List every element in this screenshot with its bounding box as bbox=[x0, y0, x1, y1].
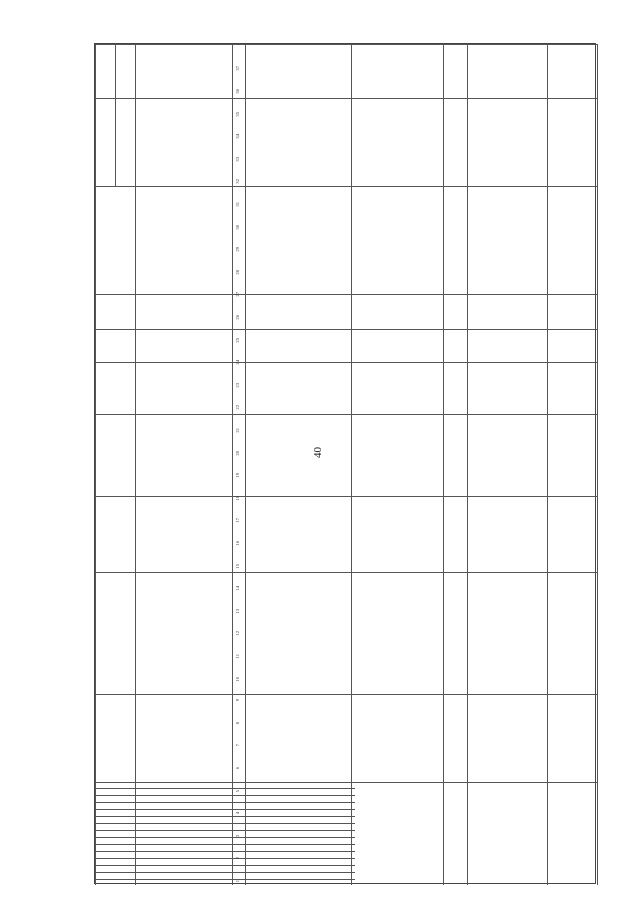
column-number: 24 bbox=[235, 360, 240, 365]
row-year-value bbox=[549, 304, 595, 344]
row-fact bbox=[549, 364, 595, 404]
column-number: 32 bbox=[235, 179, 240, 184]
year-header bbox=[137, 354, 151, 394]
row-year-value bbox=[247, 154, 349, 194]
page-number: 40 bbox=[312, 447, 324, 458]
row-fact bbox=[353, 364, 441, 404]
year-header bbox=[137, 204, 151, 244]
row-year-value bbox=[445, 104, 465, 144]
fact-col-header bbox=[99, 374, 135, 414]
table-rule bbox=[95, 98, 597, 99]
column-number: 25 bbox=[235, 337, 240, 343]
column-number: 5 bbox=[235, 789, 240, 792]
column-number: 17 bbox=[235, 518, 240, 523]
row-name bbox=[549, 500, 595, 690]
table-rule bbox=[467, 44, 468, 885]
row-codes bbox=[353, 704, 441, 880]
column-number: 16 bbox=[235, 541, 240, 546]
column-number: 14 bbox=[235, 586, 240, 591]
table-rule bbox=[95, 414, 597, 415]
column-number: 29 bbox=[235, 247, 240, 252]
row-codes bbox=[469, 704, 545, 880]
table-rule bbox=[95, 44, 597, 45]
row-year-value bbox=[247, 204, 349, 244]
row-codes bbox=[445, 704, 465, 880]
row-year-value bbox=[549, 254, 595, 294]
expense-article-header bbox=[117, 786, 131, 846]
row-year-value bbox=[469, 104, 545, 144]
row-year-value bbox=[469, 304, 545, 344]
column-number: 3 bbox=[235, 834, 240, 838]
row-fact bbox=[247, 364, 349, 404]
table-rule bbox=[597, 44, 598, 885]
row-unit bbox=[445, 420, 465, 490]
table-rule bbox=[95, 44, 96, 885]
column-number: 23 bbox=[235, 382, 240, 388]
year-header bbox=[137, 154, 151, 194]
row-year-value bbox=[469, 254, 545, 294]
row-year-value bbox=[549, 104, 595, 144]
year-header bbox=[137, 104, 151, 144]
row-year-value bbox=[353, 254, 441, 294]
column-number: 31 bbox=[235, 202, 240, 207]
group-extra-header bbox=[99, 696, 119, 776]
row-year-value bbox=[469, 154, 545, 194]
column-number: 13 bbox=[235, 608, 240, 614]
column-number: 27 bbox=[235, 292, 240, 297]
row-year-value bbox=[445, 204, 465, 244]
target-sub-header bbox=[117, 48, 131, 94]
column-number: 28 bbox=[235, 269, 240, 275]
row-unit bbox=[247, 420, 349, 490]
row-target bbox=[469, 48, 545, 94]
column-number: 37 bbox=[235, 66, 240, 71]
row-year-value bbox=[353, 204, 441, 244]
year-header bbox=[137, 254, 151, 294]
table-rule bbox=[115, 44, 116, 186]
years-group-header bbox=[99, 190, 113, 290]
row-name bbox=[445, 500, 465, 690]
table-rule bbox=[95, 294, 597, 295]
row-target bbox=[549, 48, 595, 94]
row-year-value bbox=[469, 204, 545, 244]
row-target bbox=[445, 48, 465, 94]
column-number: 12 bbox=[235, 631, 240, 636]
column-number: 20 bbox=[235, 450, 240, 456]
target-group-header bbox=[99, 48, 113, 98]
column-number: 11 bbox=[235, 654, 240, 659]
table-rule bbox=[95, 496, 597, 497]
row-year-value bbox=[247, 104, 349, 144]
row-name bbox=[247, 500, 349, 690]
column-number: 33 bbox=[235, 156, 240, 162]
row-year-value bbox=[445, 304, 465, 344]
row-codes bbox=[247, 704, 349, 880]
row-unit bbox=[549, 420, 595, 490]
unit-col-header bbox=[99, 420, 129, 490]
row-year-value bbox=[549, 154, 595, 194]
row-year-value bbox=[353, 154, 441, 194]
row-year-value bbox=[353, 104, 441, 144]
rotated-table bbox=[94, 43, 596, 884]
row-codes bbox=[549, 704, 595, 880]
row-target bbox=[247, 48, 349, 94]
row-fact bbox=[469, 364, 545, 404]
row-fact bbox=[445, 364, 465, 404]
column-number: 10 bbox=[235, 676, 240, 682]
row-year-value bbox=[247, 304, 349, 344]
row-year-value bbox=[353, 304, 441, 344]
column-number: 8 bbox=[235, 721, 240, 725]
column-number: 4 bbox=[235, 812, 240, 815]
column-number: 2 bbox=[235, 857, 240, 860]
column-number: 9 bbox=[235, 699, 240, 702]
row-year-value bbox=[247, 254, 349, 294]
row-year-value bbox=[549, 204, 595, 244]
column-number: 19 bbox=[235, 473, 240, 478]
column-number: 34 bbox=[235, 134, 240, 139]
column-number: 22 bbox=[235, 405, 240, 410]
row-unit bbox=[353, 420, 441, 490]
table-rule bbox=[135, 98, 136, 194]
column-number: 1 bbox=[235, 880, 240, 883]
table-rule bbox=[547, 44, 548, 885]
row-name bbox=[353, 500, 441, 690]
table-rule bbox=[95, 694, 597, 695]
row-year-value bbox=[445, 154, 465, 194]
table-rule bbox=[245, 44, 246, 885]
column-number: 18 bbox=[235, 495, 240, 501]
row-target bbox=[353, 48, 441, 94]
row-year-value bbox=[445, 254, 465, 294]
column-number: 30 bbox=[235, 224, 240, 230]
column-number: 15 bbox=[235, 563, 240, 569]
row-unit bbox=[469, 420, 545, 490]
row-name bbox=[469, 500, 545, 690]
column-number: 35 bbox=[235, 111, 240, 117]
column-number: 36 bbox=[235, 89, 240, 94]
group-codes-header bbox=[99, 786, 119, 876]
table-rule bbox=[232, 44, 233, 885]
year-header bbox=[137, 304, 151, 344]
column-number: 21 bbox=[235, 428, 240, 433]
column-number: 7 bbox=[235, 744, 240, 747]
column-number: 26 bbox=[235, 315, 240, 320]
table-rule bbox=[351, 44, 352, 885]
table-rule bbox=[443, 44, 444, 885]
name-col-header bbox=[99, 500, 139, 690]
column-number: 6 bbox=[235, 767, 240, 770]
